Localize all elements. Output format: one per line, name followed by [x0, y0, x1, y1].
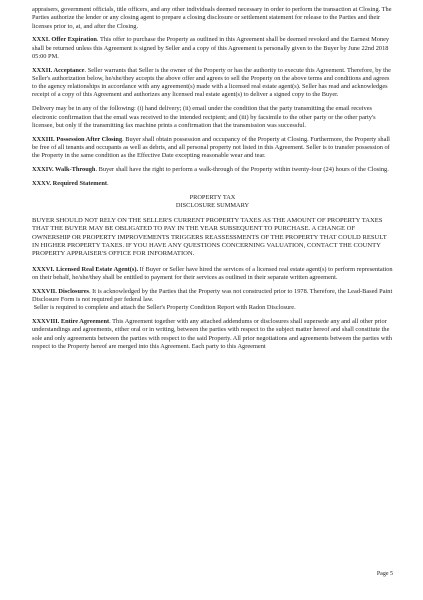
- section-title: XXXIV. Walk-Through: [32, 165, 96, 173]
- radon-text: Seller is required to complete and attach the Seller's Property Condition Report with Radon Disclosure.: [33, 304, 296, 312]
- section-title: XXXV. Required Statement: [32, 179, 108, 187]
- section-text: . This offer to purchase the Property as outlined in this Agreement shall be deemed revoked and the Earnest Money shall be returned unless this Agreement is signed by Seller and a copy of this Agreement is personally given to the Buyer by June 22nd 2018 05:00 PM.: [32, 36, 390, 60]
- section-offer-expiration: [32, 36, 393, 61]
- section-acceptance: [32, 67, 393, 100]
- tax-heading-line-1: PROPERTY TAX: [189, 193, 236, 201]
- section-text: If Buyer or Seller have hired the services of a licensed real estate agent(s) to perform representation on their behalf, he/she/they shall be entitled to payment for their services as outlined in their separate written agreement.: [32, 265, 393, 281]
- section-text: . This Agreement together with any attached addendums or disclosures shall supersede any and all other prior understandings and agreements, either oral or in writing, between the parties with respect to the subject matter hereof and shall constitute the sole and only agreements between the parties with respect to the said Property. All prior negotiations and agreements between the parties with respect to the Property hereof are merged into this Agreement. Each party to this Agreement: [32, 318, 393, 350]
- section-title: XXXVII. Disclosures: [32, 287, 89, 295]
- section-text: . Buyer shall obtain possession and occupancy of the Property at Closing. Furthermore, the Property shall be free of all tenants and occupants as well as debris, and all personal property not listed in this Agreement. Seller is to transfer possession of the Property in the same condition as the Effective Date excepting reasonable wear and tear.: [32, 135, 390, 160]
- property-tax-disclosure: BUYER SHOULD NOT RELY ON THE SELLER'S CURRENT PROPERTY TAXES AS THE AMOUNT OF PROPERTY TAXES THAT THE BUYER MAY BE OBLIGATED TO PAY IN THE YEAR SUBSEQUENT TO PURCHASE. A CHANGE OF OWNERSHIP OR PROPERTY IMPROVEMENTS TRIGGERS REASSESSMENTS OF THE PROPERTY THAT COULD RESULT IN HIGHER PROPERTY TAXES. IF YOU HAVE ANY QUESTIONS CONCERNING VALUATION, CONTACT THE COUNTY PROPERTY APPRAISER'S OFFICE FOR INFORMATION.: [32, 217, 387, 258]
- section-text: .: [107, 179, 109, 187]
- section-title: XXXVIII. Entire Agreement: [32, 318, 110, 326]
- section-title: XXXVI. Licensed Real Estate Agent(s).: [32, 265, 139, 273]
- section-text: . Seller warrants that Seller is the owner of the Property or has the authority to execute this Agreement. Therefore, by the Seller's authorization below, he/she/they accepts the above offer and agrees to sell the Property on the above terms and conditions and agrees to the agency relationships in accordance with any agreement(s) made with a licensed real estate agent(s). Seller has read and acknowledges receipt of a copy of this Agreement and authorizes any licensed real estate agent(s) to deliver a signed copy to the Buyer.: [32, 66, 391, 99]
- section-title: XXXII. Acceptance: [32, 66, 85, 74]
- section-walk-through: [32, 166, 393, 174]
- page-number: Page 5: [376, 570, 393, 577]
- tax-heading-line-2: DISCLOSURE SUMMARY: [175, 201, 250, 209]
- section-disclosures: [32, 288, 393, 305]
- continuation-paragraph: appraisers, government officials, title officers, and any other individuals deemed necessary in order to perform the transaction at Closing. The Parties authorize the lender or any closing agent to prepare a closing disclosure or settlement statement for release to the Parties and their licenses prior to, at, and after the Closing.: [32, 6, 392, 30]
- radon-disclosure-line: [32, 304, 393, 312]
- section-title: XXXIII. Possession After Closing: [32, 135, 123, 143]
- section-possession: [32, 136, 393, 161]
- section-text: . It is acknowledged by the Parties that the Property was not constructed prior to 1978. Therefore, the Lead-Based Paint Disclosure Form is not required per federal law.: [32, 287, 393, 303]
- section-required-statement: [32, 180, 393, 188]
- section-text: . Buyer shall have the right to perform a walk-through of the Property within twenty-four (24) hours of the Closing.: [95, 165, 389, 173]
- section-entire-agreement: [32, 318, 393, 351]
- section-licensed-agents: [32, 266, 393, 283]
- section-title: XXXI. Offer Expiration: [32, 36, 97, 44]
- delivery-paragraph: Delivery may be in any of the following: (i) hand delivery; (ii) email under the condition that the party transmitting the email receives electronic confirmation that the email was received to the intended recipient; and (iii) by facsimile to the other party or the other party's licensee, but only if the transmitting fax machine prints a confirmation that the transmission was successful.: [32, 105, 376, 129]
